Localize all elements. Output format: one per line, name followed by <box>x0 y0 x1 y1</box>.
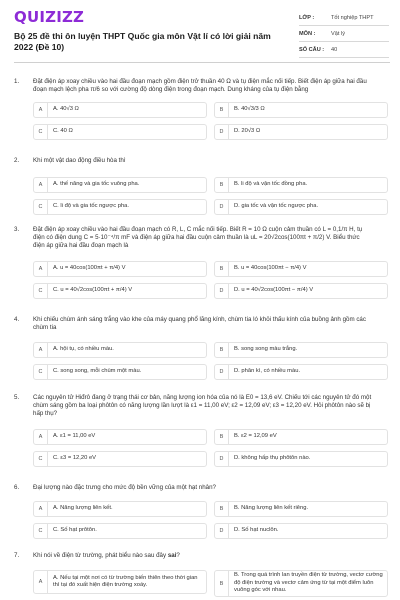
option-b[interactable] <box>214 429 388 445</box>
option-d[interactable] <box>214 199 388 215</box>
option-letter: C <box>34 365 48 379</box>
option-letter: B <box>215 343 229 357</box>
option-text: D. không hấp thụ phôtôn nào. <box>234 455 311 462</box>
quizizz-logo: QUIZIZZ <box>14 8 85 26</box>
option-text: B. Năng lượng liên kết riêng. <box>234 505 309 512</box>
option-letter: A <box>34 103 48 117</box>
question-text <box>33 552 373 560</box>
option-letter: D <box>215 200 229 214</box>
option-c[interactable] <box>33 124 207 140</box>
option-text: C. 40 Ω <box>53 128 73 135</box>
question-text: Khi một vật dao động điều hòa thì <box>33 157 126 164</box>
option-text: B. ε2 = 12,09 eV <box>234 433 277 440</box>
option-text: A. Nếu tại một nơi có từ trường biến thiên theo thời gian thì tại đó xuất hiện điện trường xoáy. <box>53 574 198 588</box>
question-number: 4. <box>14 316 20 323</box>
option-c[interactable] <box>33 364 207 380</box>
option-d[interactable] <box>214 451 388 467</box>
option-text: A. u = 40cos(100πt + π/4) V <box>53 265 126 272</box>
meta-row-subject <box>299 26 389 42</box>
option-d[interactable] <box>214 364 388 380</box>
question-text: Đặt điện áp xoay chiều vào hai đầu đoạn mạch gồm điện trở thuần 40 Ω và tụ điện mắc nối tiếp. Biết điện áp giữa hai đầu đoạn mạch lệch pha π/6 so với cường độ dòng điện trong đoạn mạch. Dung kháng của tụ điện bằng <box>33 78 367 94</box>
option-b[interactable] <box>214 342 388 358</box>
option-text: C. song song, mỗi chùm một màu. <box>53 368 142 375</box>
option-text: A. ε1 = 11,00 eV <box>53 433 96 440</box>
option-text: D. Số hạt nuclôn. <box>234 527 279 534</box>
option-b[interactable] <box>214 570 388 597</box>
option-a[interactable] <box>33 261 207 277</box>
option-letter: C <box>34 125 48 139</box>
question-text: Đặt điện áp xoay chiều vào hai đầu đoạn mạch có R, L, C mắc nối tiếp. Biết R = 10 Ω cuộn cảm thuần có L = 0,1/π H, tụ điện có điện dung C = 5·10⁻⁴/π mF và điện áp giữa hai đầu cuộn cảm thuần là uL = 20√2cos(100πt + π/2) V. Biểu thức điện áp giữa hai đầu đoạn mạch là <box>33 226 363 250</box>
question-number: 6. <box>14 484 20 491</box>
question-number: 3. <box>14 226 20 233</box>
option-letter: D <box>215 125 229 139</box>
option-letter: D <box>215 284 229 298</box>
question-text: Đại lượng nào đặc trưng cho mức độ bền vững của một hạt nhân? <box>33 484 216 491</box>
option-c[interactable] <box>33 451 207 467</box>
option-letter: A <box>34 430 48 444</box>
option-d[interactable] <box>214 283 388 299</box>
option-letter: B <box>215 502 229 516</box>
option-b[interactable] <box>214 177 388 193</box>
option-c[interactable] <box>33 523 207 539</box>
option-text: D. u = 40√2cos(100πt − π/4) V <box>234 287 314 294</box>
meta-value: Vật lý <box>331 30 345 37</box>
meta-key: MÔN : <box>299 30 316 37</box>
option-letter: D <box>215 365 229 379</box>
option-text: A. hội tụ, có nhiều màu. <box>53 346 114 353</box>
header-divider <box>14 62 390 63</box>
option-a[interactable] <box>33 570 207 594</box>
option-letter: B <box>215 262 229 276</box>
meta-row-class <box>299 10 389 26</box>
option-letter: C <box>34 524 48 538</box>
option-b[interactable] <box>214 102 388 118</box>
option-letter: C <box>34 284 48 298</box>
question-number: 5. <box>14 394 20 401</box>
option-d[interactable] <box>214 523 388 539</box>
option-letter: B <box>215 571 229 596</box>
option-d[interactable] <box>214 124 388 140</box>
option-a[interactable] <box>33 102 207 118</box>
option-text: A. thế năng và gia tốc vuông pha. <box>53 181 140 188</box>
option-b[interactable] <box>214 501 388 517</box>
option-text: C. Số hạt prôtôn. <box>53 527 97 534</box>
option-letter: A <box>34 343 48 357</box>
option-a[interactable] <box>33 429 207 445</box>
question-text-before: Khi nói về điện từ trường, phát biểu nào sau đây <box>33 552 168 559</box>
option-text: B. Trong quá trình lan truyền điện từ trường, vectơ cường độ điện trường và vectơ cảm ứng từ tại một điểm luôn vuông góc với nhau. <box>234 572 383 594</box>
option-letter: B <box>215 178 229 192</box>
question-number: 1. <box>14 78 20 85</box>
option-letter: D <box>215 452 229 466</box>
option-text: C. ε3 = 12,20 eV <box>53 455 97 462</box>
option-letter: A <box>34 262 48 276</box>
option-c[interactable] <box>33 283 207 299</box>
option-a[interactable] <box>33 342 207 358</box>
option-letter: C <box>34 200 48 214</box>
question-text-after: ? <box>176 552 180 559</box>
option-letter: D <box>215 524 229 538</box>
question-text: Các nguyên tử Hiđrô đang ở trạng thái cơ bản, năng lượng ion hóa của nó là E0 = 13,6 eV. Chiếu tới các nguyên tử đó một chùm sáng gồm ba loại phôtôn có năng lượng lần lượt là ε1 = 11,00 eV; ε2 = 12,09 eV; ε3 = 12,20 eV. Hỏi phôtôn nào sẽ bị hấp thụ? <box>33 394 372 418</box>
option-letter: B <box>215 103 229 117</box>
meta-key: SỐ CÂU : <box>299 46 325 53</box>
option-text: C. u = 40√2cos(100πt + π/4) V <box>53 287 133 294</box>
page-title: Bộ 25 đề thi ôn luyện THPT Quốc gia môn Vật lí có lời giải năm 2022 (Đề 10) <box>14 31 271 52</box>
meta-key: LỚP : <box>299 14 315 21</box>
meta-row-count <box>299 42 389 58</box>
question-text: Khi chiếu chùm ánh sáng trắng vào khe của máy quang phổ lăng kính, chùm tia ló khỏi thấu kính của buồng ảnh gồm các chùm tia <box>33 316 366 332</box>
question-number: 7. <box>14 552 20 559</box>
option-letter: B <box>215 430 229 444</box>
meta-value: Tốt nghiệp THPT <box>331 14 374 21</box>
option-text: B. u = 40cos(100πt − π/4) V <box>234 265 307 272</box>
question-number: 2. <box>14 157 20 164</box>
option-text: A. Năng lượng liên kết. <box>53 505 113 512</box>
option-text: B. song song màu trắng. <box>234 346 298 353</box>
option-text: C. li độ và gia tốc ngược pha. <box>53 203 129 210</box>
option-text: D. gia tốc và vận tốc ngược pha. <box>234 203 319 210</box>
option-letter: C <box>34 452 48 466</box>
option-letter: A <box>34 502 48 516</box>
option-a[interactable] <box>33 501 207 517</box>
option-text: B. li độ và vận tốc đồng pha. <box>234 181 308 188</box>
option-text: A. 40√3 Ω <box>53 106 79 113</box>
option-b[interactable] <box>214 261 388 277</box>
option-c[interactable] <box>33 199 207 215</box>
meta-value: 40 <box>331 46 338 53</box>
option-letter: A <box>34 178 48 192</box>
option-letter: A <box>34 571 48 593</box>
option-text: D. phân kì, có nhiều màu. <box>234 368 301 375</box>
meta-table <box>299 10 389 58</box>
option-text: B. 40√3/3 Ω <box>234 106 265 113</box>
question-text-highlight: sai <box>167 552 177 559</box>
option-text: D. 20√3 Ω <box>234 128 261 135</box>
option-a[interactable] <box>33 177 207 193</box>
